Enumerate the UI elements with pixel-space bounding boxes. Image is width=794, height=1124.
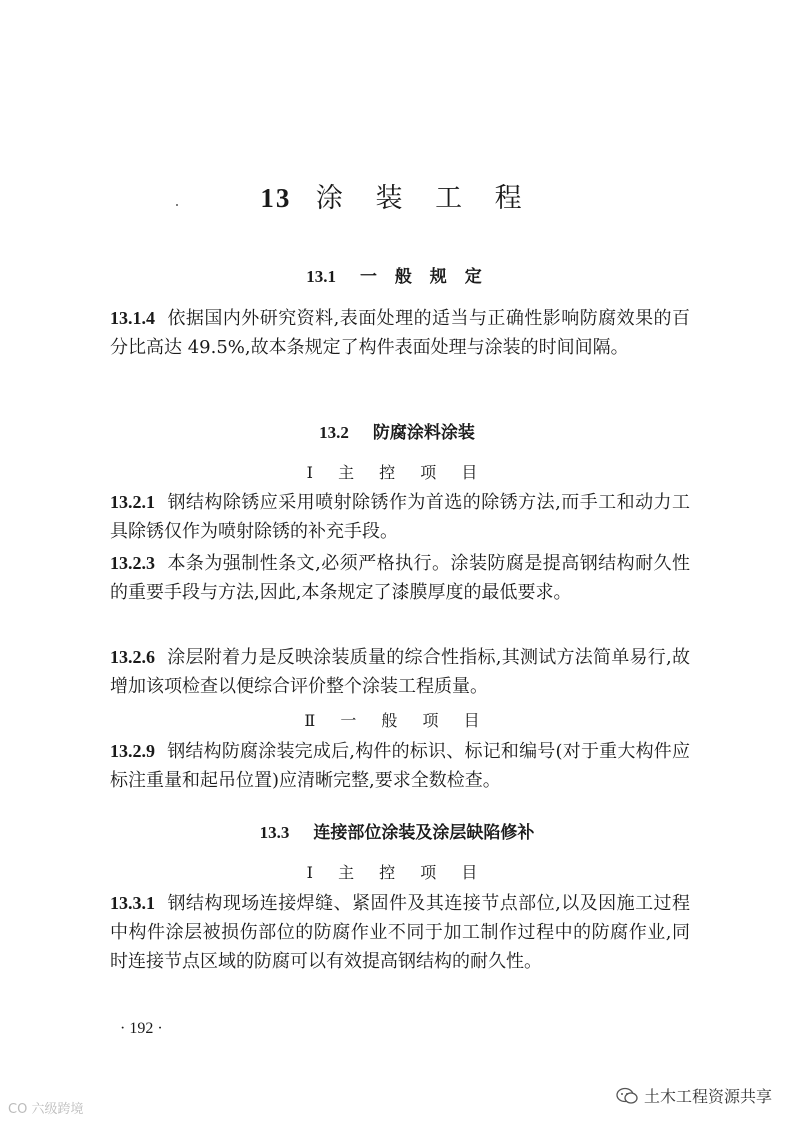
chapter-title-text: 涂 装 工 程 [315, 183, 534, 214]
clause-13-3-1 [110, 889, 690, 976]
chapter-number: 13 [260, 183, 292, 213]
clause-13-2-1 [110, 488, 690, 546]
subheading-main-control: Ⅰ 主 控 项 目 [306, 463, 488, 482]
subheading-main-control-2: Ⅰ 主 控 项 目 [306, 863, 488, 882]
section-number: 13.1 [306, 267, 337, 286]
clause-number: 13.2.3 [110, 553, 155, 573]
section-title: 一 般 规 定 [359, 267, 488, 287]
section-title: 连接部位涂装及涂层缺陷修补 [313, 823, 535, 843]
clause-text: 涂层附着力是反映涂装质量的综合性指标,其测试方法简单易行,故增加该项检查以便综合评价整个涂装工程质量。 [110, 647, 690, 697]
subheading-general: Ⅱ 一 般 项 目 [304, 711, 490, 730]
page-number: · 192 · [120, 1020, 163, 1037]
section-number: 13.2 [319, 423, 349, 442]
watermark-text: 土木工程资源共享 [643, 1087, 772, 1106]
section-title: 防腐涂料涂装 [372, 423, 475, 443]
clause-13-2-9 [110, 737, 690, 795]
section-heading-13-1 [0, 262, 794, 287]
clause-13-2-6 [110, 643, 690, 701]
clause-text: 钢结构防腐涂装完成后,构件的标识、标记和编号(对于重大构件应标注重量和起吊位置)应清晰完整,要求全数检查。 [110, 741, 690, 791]
corner-watermark: CO 六级跨境 [8, 1102, 84, 1117]
clause-text: 本条为强制性条文,必须严格执行。涂装防腐是提高钢结构耐久性的重要手段与方法,因此,本条规定了漆膜厚度的最低要求。 [110, 553, 690, 603]
clause-13-2-3 [110, 549, 690, 607]
section-heading-13-3 [0, 818, 794, 843]
scan-speck [176, 204, 178, 206]
clause-text: 钢结构除锈应采用喷射除锈作为首选的除锈方法,而手工和动力工具除锈仅作为喷射除锈的补充手段。 [110, 492, 690, 542]
clause-number: 13.1.4 [110, 308, 155, 328]
clause-text: 钢结构现场连接焊缝、紧固件及其连接节点部位,以及因施工过程中构件涂层被损伤部位的防腐作业不同于加工制作过程中的防腐作业,同时连接节点区域的防腐可以有效提高钢结构的耐久性。 [110, 893, 690, 972]
section-heading-13-2 [0, 418, 794, 443]
clause-number: 13.2.1 [110, 492, 155, 512]
clause-13-1-4 [110, 304, 690, 362]
section-number: 13.3 [259, 823, 290, 842]
wechat-icon [616, 1087, 638, 1105]
wechat-watermark [616, 1084, 772, 1107]
clause-number: 13.3.1 [110, 893, 155, 913]
clause-text: 依据国内外研究资料,表面处理的适当与正确性影响防腐效果的百分比高达 49.5%,故本条规定了构件表面处理与涂装的时间间隔。 [110, 308, 690, 358]
chapter-title [0, 176, 794, 215]
clause-number: 13.2.9 [110, 741, 155, 761]
clause-number: 13.2.6 [110, 647, 155, 667]
